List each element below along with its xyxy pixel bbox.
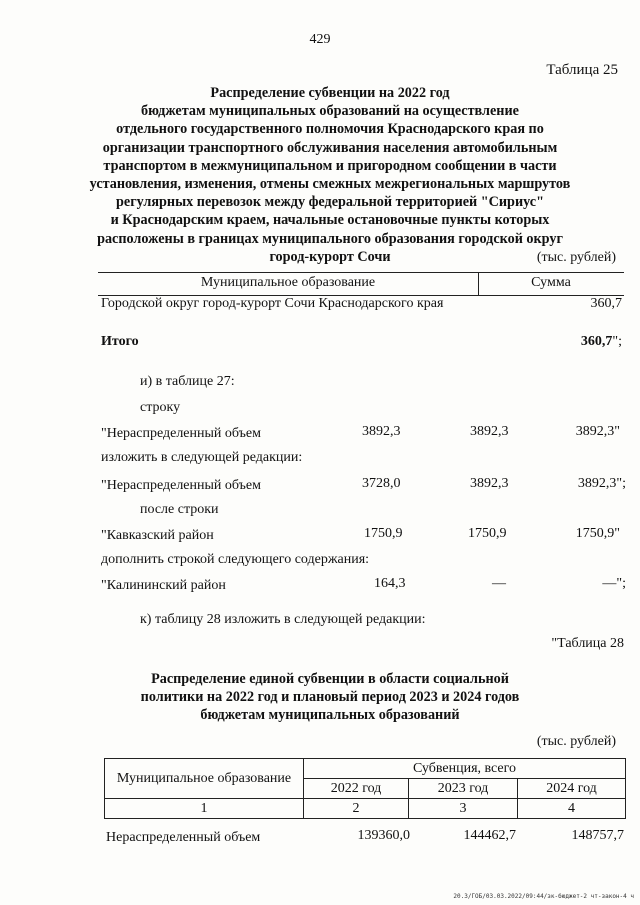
table28-intro: к) таблицу 28 изложить в следующей редакции: xyxy=(140,612,426,627)
table27-row4-v1: 164,3 xyxy=(374,576,406,591)
table27-row4-name: "Калининский район xyxy=(101,578,226,593)
table27-row2-v1: 3728,0 xyxy=(362,476,401,491)
table25-title xyxy=(60,84,600,266)
table27-after-row: после строки xyxy=(140,502,219,517)
table27-row1-v1: 3892,3 xyxy=(362,424,401,439)
table28-label: "Таблица 28 xyxy=(551,636,624,651)
table25-label: Таблица 25 xyxy=(546,62,618,78)
table28-colnum-2: 2 xyxy=(304,799,409,819)
table25-total-suffix: "; xyxy=(612,334,622,349)
table27-row3-v1: 1750,9 xyxy=(364,526,403,541)
table27-restate: изложить в следующей редакции: xyxy=(101,450,303,465)
table25-total-value: 360,7 xyxy=(580,334,613,349)
table27-row1-name: "Нераспределенный объем xyxy=(101,426,261,441)
table27-row1-v3: 3892,3" xyxy=(575,424,620,439)
table27-row3-v3: 1750,9" xyxy=(575,526,620,541)
title-line: бюджетам муниципальных образований xyxy=(200,707,460,724)
title-line: установления, изменения, отмены смежных межрегиональных маршрутов xyxy=(89,176,571,193)
table27-row3-v2: 1750,9 xyxy=(468,526,507,541)
table28-row-v1: 139360,0 xyxy=(357,828,410,843)
page-number: 429 xyxy=(309,32,331,47)
title-line: расположены в границах муниципального образования городской округ xyxy=(97,230,563,247)
table27-row-word: строку xyxy=(140,400,181,415)
title-line: транспортом в межмуниципальном и пригородном сообщении в части xyxy=(103,157,557,174)
table28-title xyxy=(60,670,600,725)
title-line: город-курорт Сочи xyxy=(269,248,391,265)
table25-total-label: Итого xyxy=(101,334,139,349)
table25-header xyxy=(98,272,624,296)
title-line: регулярных перевозок между федеральной территорией "Сириус" xyxy=(116,194,544,211)
table27-intro: и) в таблице 27: xyxy=(140,374,235,389)
document-footer: 20.3/ГОБ/03.03.2022/09:44/зк-бюджет-2 чт-закон-4 ч xyxy=(453,893,634,900)
table25-units: (тыс. рублей) xyxy=(536,250,616,265)
title-line: политики на 2022 год и плановый период 2023 и 2024 годов xyxy=(140,689,520,706)
table27-row3-name: "Кавказский район xyxy=(101,528,214,543)
table28-colnum-1: 1 xyxy=(105,799,304,819)
table25-row-name: Городской округ город-курорт Сочи Краснодарского края xyxy=(101,296,444,311)
table28-col-municipality: Муниципальное образование xyxy=(105,759,304,799)
table27-row4-v3: —"; xyxy=(602,576,626,591)
table25-row-value: 360,7 xyxy=(590,296,622,311)
title-line: организации транспортного обслуживания населения автомобильным xyxy=(102,139,558,156)
title-line: отдельного государственного полномочия Краснодарского края по xyxy=(116,121,544,138)
table28-col-2023: 2023 год xyxy=(409,779,518,799)
table28-row-v2: 144462,7 xyxy=(463,828,516,843)
table28-header-grid xyxy=(104,758,626,819)
table28-col-group: Субвенция, всего xyxy=(304,759,626,779)
title-line: Распределение субвенции на 2022 год xyxy=(210,85,450,101)
table28-col-2022: 2022 год xyxy=(304,779,409,799)
title-line: бюджетам муниципальных образований на осуществление xyxy=(141,103,519,120)
table28-col-2024: 2024 год xyxy=(518,779,626,799)
table28-colnum-3: 3 xyxy=(409,799,518,819)
table27-row2-v2: 3892,3 xyxy=(470,476,509,491)
table27-row1-v2: 3892,3 xyxy=(470,424,509,439)
table28-row-v3: 148757,7 xyxy=(571,828,624,843)
table25-col-sum: Сумма xyxy=(531,275,571,290)
title-line: и Краснодарским краем, начальные остановочные пункты которых xyxy=(110,212,550,229)
table25-total xyxy=(581,334,622,350)
table28-row-name: Нераспределенный объем xyxy=(106,830,261,845)
table28-units: (тыс. рублей) xyxy=(536,734,616,749)
title-line: Распределение единой субвенции в области социальной xyxy=(151,671,509,687)
table25-col-municipality: Муниципальное образование xyxy=(200,275,376,290)
table27-row4-v2: — xyxy=(492,576,506,591)
table27-row2-name: "Нераспределенный объем xyxy=(101,478,261,493)
table27-row2-v3: 3892,3"; xyxy=(577,476,626,491)
table27-add-text: дополнить строкой следующего содержания: xyxy=(101,552,370,567)
table28-colnum-4: 4 xyxy=(518,799,626,819)
